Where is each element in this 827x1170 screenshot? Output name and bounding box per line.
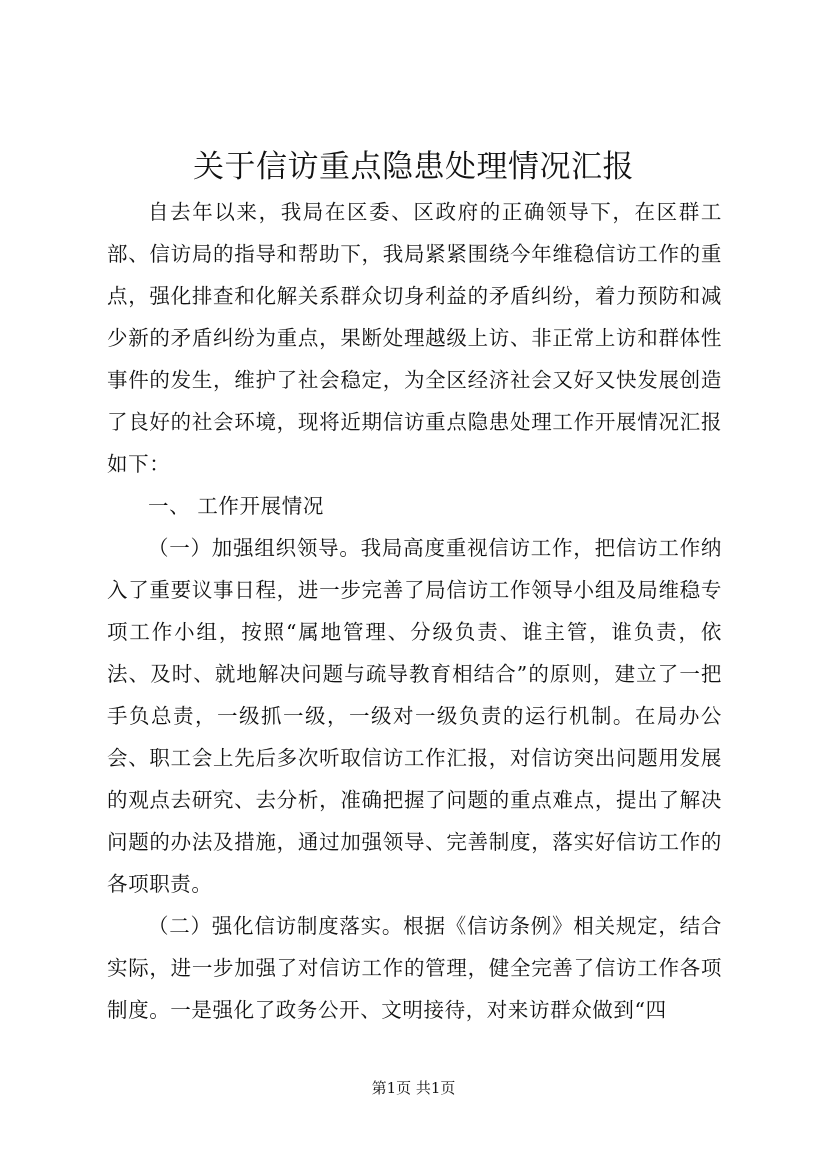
paragraph-system: （二）强化信访制度落实。根据《信访条例》相关规定，结合实际，进一步加强了对信访工作的管理，健全完善了信访工作各项制度。一是强化了政务公开、文明接待，对来访群众做到“四 (107, 914, 722, 1022)
document-title: 关于信访重点隐患处理情况汇报 (193, 149, 634, 185)
paragraph-organization: （一）加强组织领导。我局高度重视信访工作，把信访工作纳入了重要议事日程，进一步完善了局信访工作领导小组及局维稳专项工作小组，按照“属地管理、分级负责、谁主管，谁负责，依法、及时、就地解决问题与疏导教育相结合”的原则，建立了一把手负总责，一级抓一级，一级对一级负责的运行机制。在局办公会、职工会上先后多次听取信访工作汇报，对信访突出问题用发展的观点去研究、去分析，准确把握了问题的重点难点，提出了解决问题的办法及措施，通过加强领导、完善制度，落实好信访工作的各项职责。 (107, 536, 722, 896)
document-body (107, 191, 722, 1031)
page-number-footer: 第1页 共1页 (371, 1079, 456, 1097)
section-heading-1: 一、 工作开展情况 (148, 494, 324, 518)
intro-paragraph: 自去年以来，我局在区委、区政府的正确领导下，在区群工部、信访局的指导和帮助下，我局紧紧围绕今年维稳信访工作的重点，强化排查和化解关系群众切身利益的矛盾纠纷，着力预防和减少新的矛盾纠纷为重点，果断处理越级上访、非正常上访和群体性事件的发生，维护了社会稳定，为全区经济社会又好又快发展创造了良好的社会环境，现将近期信访重点隐患处理工作开展情况汇报如下： (107, 200, 722, 476)
